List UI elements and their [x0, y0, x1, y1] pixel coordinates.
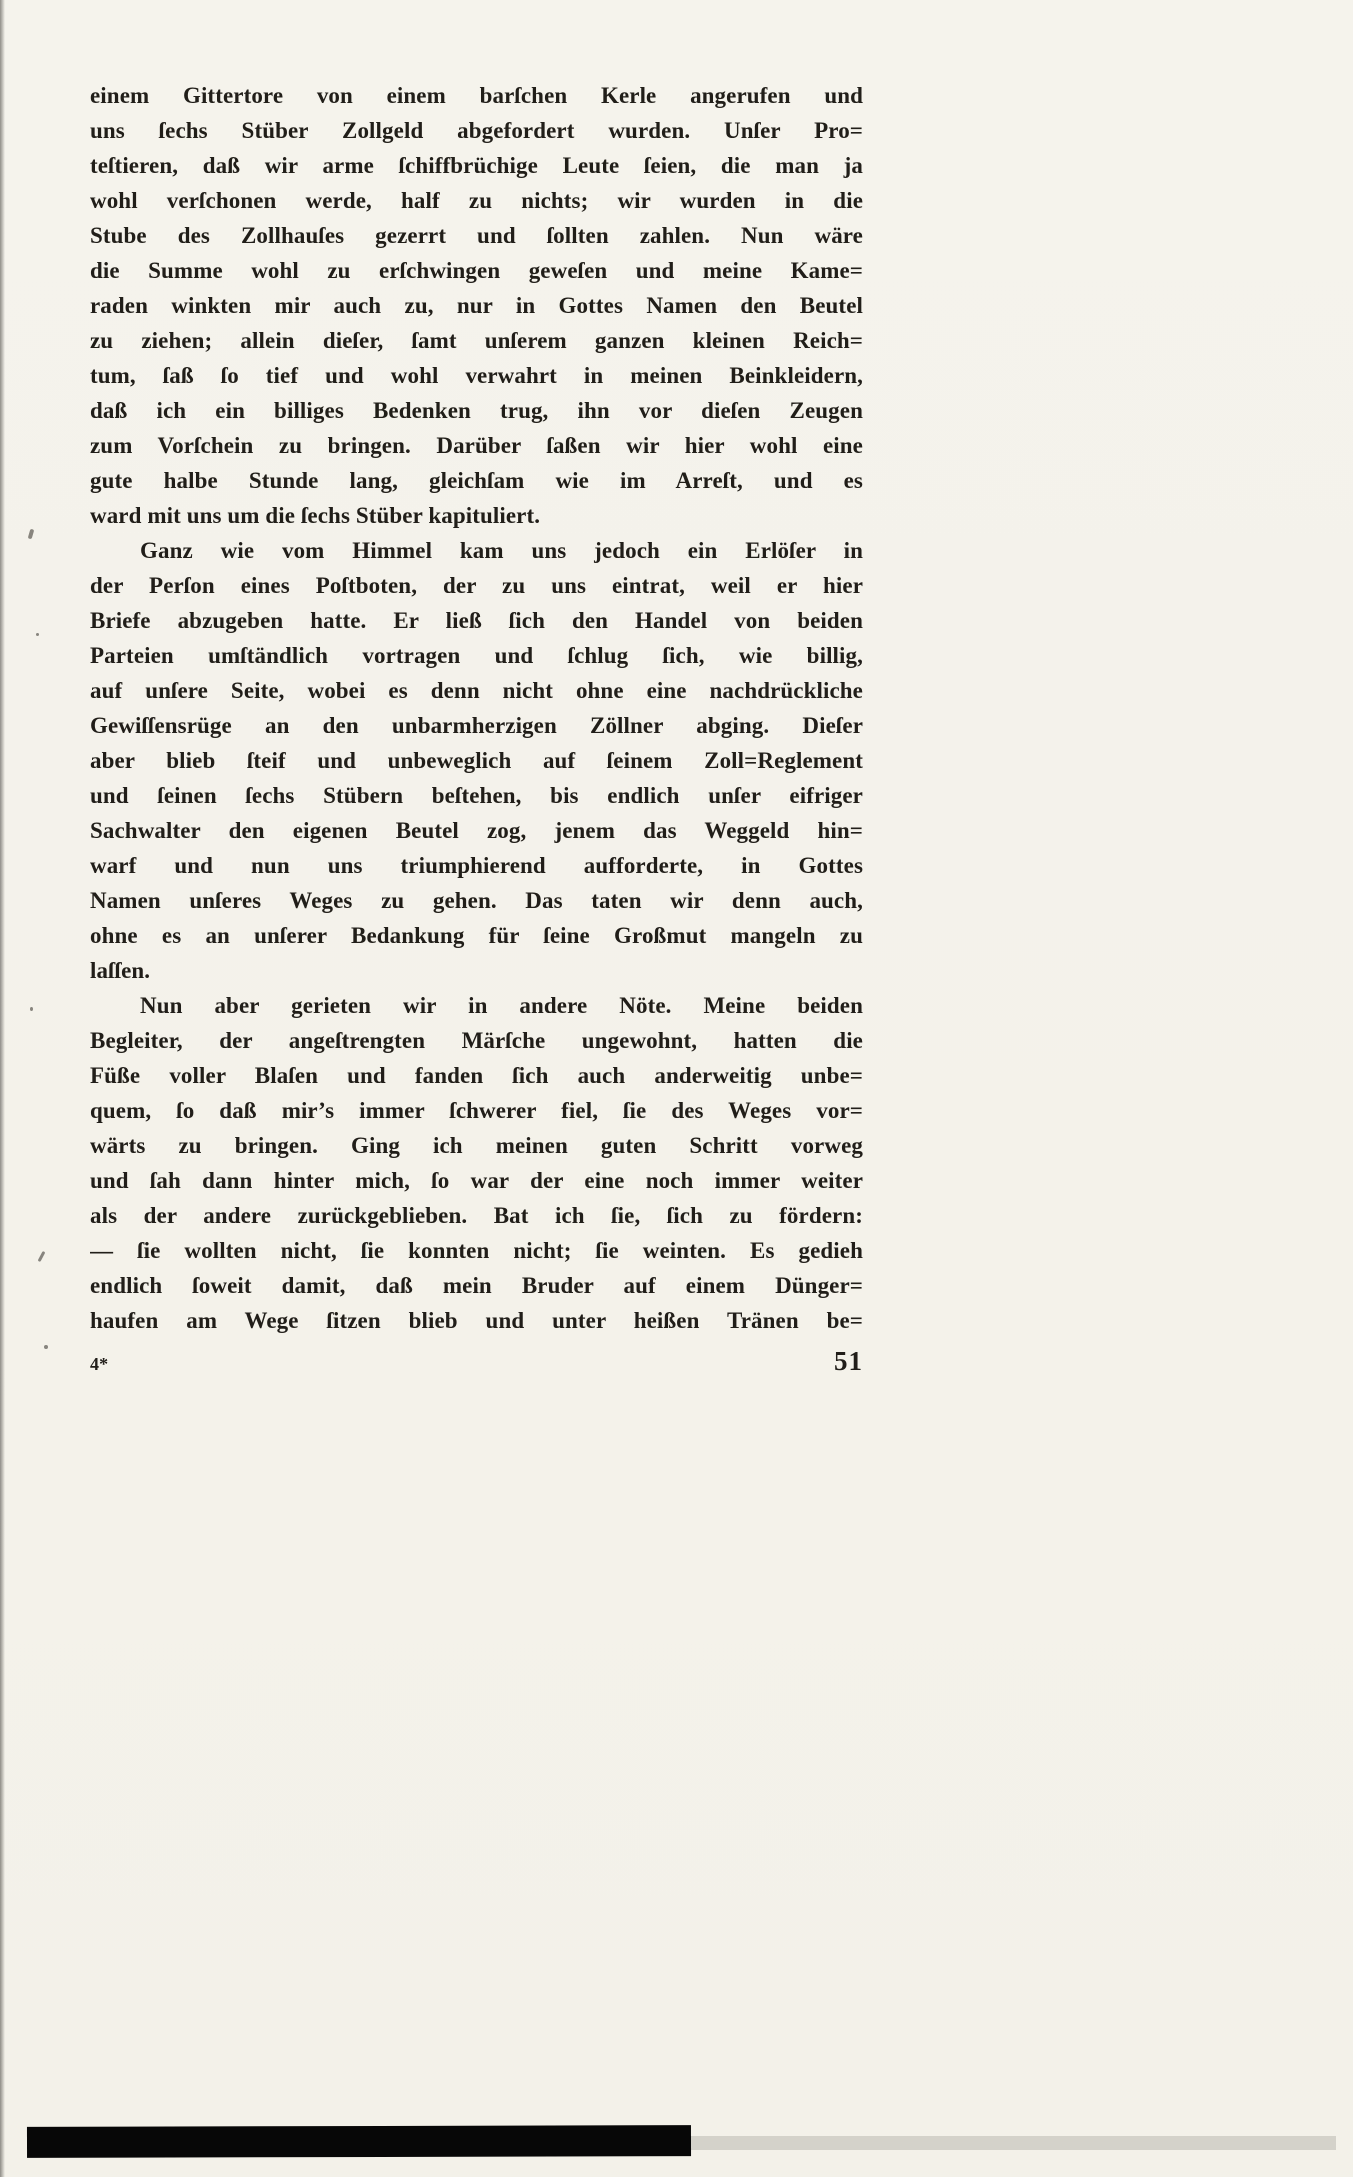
scan-speck [36, 633, 39, 636]
scanner-bar-artifact [27, 2125, 691, 2158]
text-line: Füße voller Blaſen und fanden ſich auch anderweitig unbe= [90, 1063, 863, 1088]
text-line: Ganz wie vom Himmel kam uns jedoch ein Erlöſer in [140, 538, 863, 563]
text-line: Begleiter, der angeſtrengten Märſche ungewohnt, hatten die [90, 1028, 863, 1053]
text-line: warf und nun uns triumphierend aufforderte, in Gottes [90, 853, 863, 878]
scan-speck [44, 1345, 48, 1349]
scan-speck [30, 1007, 33, 1011]
text-line: Gewiſſensrüge an den unbarmherzigen Zöllner abging. Dieſer [90, 713, 863, 738]
text-line: wärts zu bringen. Ging ich meinen guten Schritt vorweg [90, 1133, 863, 1158]
text-line: quem, ſo daß mir’s immer ſchwerer fiel, ſie des Weges vor= [90, 1098, 863, 1123]
page-number: 51 [834, 1346, 863, 1376]
text-line: und ſeinen ſechs Stübern beſtehen, bis endlich unſer eifriger [90, 783, 863, 808]
text-line: Nun aber gerieten wir in andere Nöte. Meine beiden [140, 993, 863, 1018]
text-line: auf unſere Seite, wobei es denn nicht ohne eine nachdrückliche [90, 678, 863, 703]
text-line: tum, ſaß ſo tief und wohl verwahrt in meinen Beinkleidern, [90, 363, 863, 388]
text-line: gute halbe Stunde lang, gleichſam wie im Arreſt, und es [90, 468, 863, 493]
footer [90, 1344, 863, 1382]
text-line: zum Vorſchein zu bringen. Darüber ſaßen wir hier wohl eine [90, 433, 863, 458]
text-line: haufen am Wege ſitzen blieb und unter heißen Tränen be= [90, 1308, 863, 1333]
text-line: aber blieb ſteif und unbeweglich auf ſeinem Zoll=Reglement [90, 748, 863, 773]
text-line: teſtieren, daß wir arme ſchiffbrüchige Leute ſeien, die man ja [90, 153, 863, 178]
scanner-bar-artifact-faint [691, 2136, 1336, 2150]
text-line: daß ich ein billiges Bedenken trug, ihn vor dieſen Zeugen [90, 398, 863, 423]
signature-mark: 4* [90, 1354, 109, 1374]
text-line: raden winkten mir auch zu, nur in Gottes Namen den Beutel [90, 293, 863, 318]
text-line: Sachwalter den eigenen Beutel zog, jenem das Weggeld hin= [90, 818, 863, 843]
scan-edge-shadow [0, 0, 5, 2177]
text-line: wohl verſchonen werde, half zu nichts; wir wurden in die [90, 188, 863, 213]
text-line: ohne es an unſerer Bedankung für ſeine Großmut mangeln zu [90, 923, 863, 948]
text-column [90, 78, 863, 1338]
text-line: Briefe abzugeben hatte. Er ließ ſich den Handel von beiden [90, 608, 863, 633]
text-line: die Summe wohl zu erſchwingen geweſen und meine Kame= [90, 258, 863, 283]
text-line: Stube des Zollhauſes gezerrt und ſollten zahlen. Nun wäre [90, 223, 863, 248]
text-line: einem Gittertore von einem barſchen Kerle angerufen und [90, 83, 863, 108]
scan-speck [38, 1251, 46, 1262]
text-line: ward mit uns um die ſechs Stüber kapituliert. [90, 503, 541, 528]
text-line: zu ziehen; allein dieſer, ſamt unſerem ganzen kleinen Reich= [90, 328, 863, 353]
text-line: der Perſon eines Poſtboten, der zu uns eintrat, weil er hier [90, 573, 863, 598]
text-line: — ſie wollten nicht, ſie konnten nicht; ſie weinten. Es gedieh [90, 1238, 863, 1263]
text-line: laſſen. [90, 958, 151, 983]
scan-speck [28, 529, 35, 540]
text-line: uns ſechs Stüber Zollgeld abgefordert wurden. Unſer Pro= [90, 118, 863, 143]
text-line: Namen unſeres Weges zu gehen. Das taten wir denn auch, [90, 888, 863, 913]
text-line: endlich ſoweit damit, daß mein Bruder auf einem Dünger= [90, 1273, 863, 1298]
text-block [90, 78, 863, 1382]
text-line: und ſah dann hinter mich, ſo war der eine noch immer weiter [90, 1168, 863, 1193]
text-line: als der andere zurückgeblieben. Bat ich ſie, ſich zu fördern: [90, 1203, 863, 1228]
text-line: Parteien umſtändlich vortragen und ſchlug ſich, wie billig, [90, 643, 863, 668]
